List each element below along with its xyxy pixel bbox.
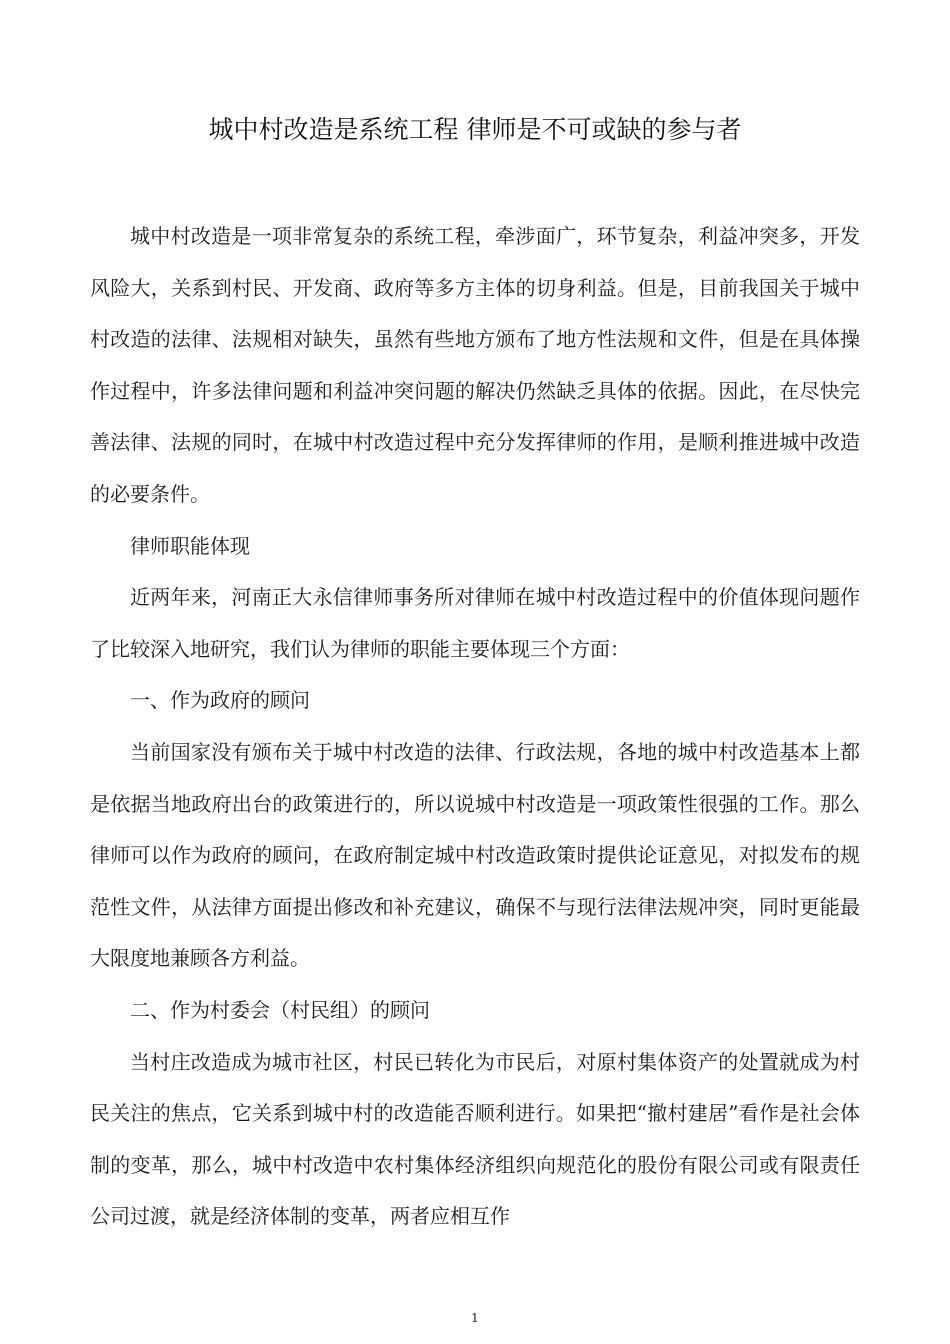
page-number: 1 [471, 1311, 479, 1325]
document-body [90, 211, 860, 1243]
paragraph-government-advisor: 当前国家没有颁布关于城中村改造的法律、行政法规，各地的城中村改造基本上都是依据当地政府出台的政策进行的，所以说城中村改造是一项政策性很强的工作。那么律师可以作为政府的顾问，在政府制定城中村改造政策时提供论证意见，对拟发布的规范性文件，从法律方面提出修改和补充建议，确保不与现行法律法规冲突，同时更能最大限度地兼顾各方利益。 [90, 739, 860, 971]
section-heading-village-committee-advisor: 二、作为村委会（村民组）的顾问 [130, 997, 430, 1022]
paragraph-village-committee-advisor: 当村庄改造成为城市社区，村民已转化为市民后，对原村集体资产的处置就成为村民关注的焦点，它关系到城中村的改造能否顺利进行。如果把“撤村建居”看作是社会体制的变革，那么，城中村改造中农村集体经济组织向规范化的股份有限公司或有限责任公司过渡，就是经济体制的变革，两者应相互作 [90, 1049, 860, 1229]
section-heading-lawyer-functions: 律师职能体现 [130, 533, 250, 558]
paragraph-intro: 城中村改造是一项非常复杂的系统工程，牵涉面广，环节复杂，利益冲突多，开发风险大，关系到村民、开发商、政府等多方主体的切身利益。但是，目前我国关于城中村改造的法律、法规相对缺失，虽然有些地方颁布了地方性法规和文件，但是在具体操作过程中，许多法律问题和利益冲突问题的解决仍然缺乏具体的依据。因此，在尽快完善法律、法规的同时，在城中村改造过程中充分发挥律师的作用，是顺利推进城中改造的必要条件。 [90, 224, 860, 506]
document-title: 城中村改造是系统工程 律师是不可或缺的参与者 [208, 115, 742, 144]
section-heading-government-advisor: 一、作为政府的顾问 [130, 688, 310, 713]
paragraph-research: 近两年来，河南正大永信律师事务所对律师在城中村改造过程中的价值体现问题作了比较深入地研究，我们认为律师的职能主要体现三个方面： [90, 585, 860, 661]
